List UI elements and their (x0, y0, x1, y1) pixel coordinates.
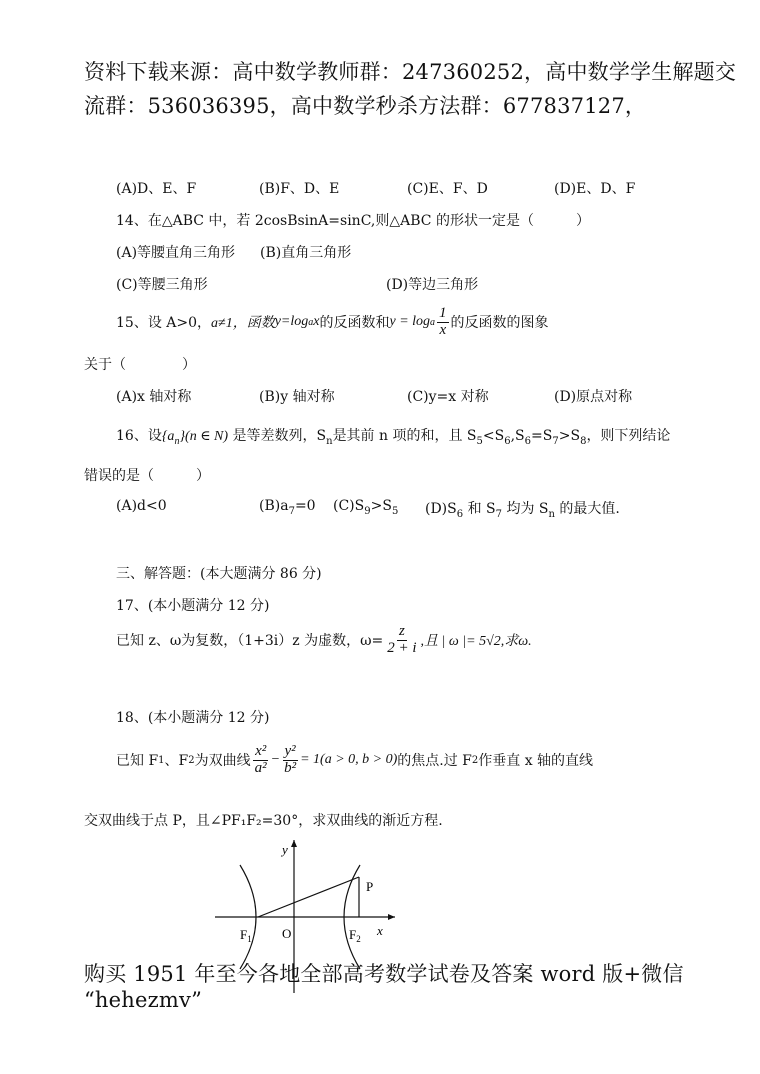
q18-body: 已知 F 1 、F 2 为双曲线 $\frac{\text{x²}}{\text{a²}}$ − $\frac{\text{y²}}{\text{b²}}$ = 1(a > 0, b > 0) 的焦点.过 F 2 作垂直 x 轴的直线 (116, 743, 594, 776)
q18-frac-y: $\frac{\text{y²}}{\text{b²}}$ (284, 743, 297, 776)
q17-body (116, 624, 532, 657)
q16-stem: 16、设$\{a_n\}(n$ ∈ N) 是等差数列，$S_n$是其前 n 项的和，且 $S_5<S_6,S_6=S_7>S_8$，则下列结论 (116, 428, 671, 447)
q16-seq: $\{a_n\}(n$ ∈ N) (161, 429, 229, 447)
q13-option-b: (B)F、D、E (259, 181, 340, 197)
header-line-2: 流群：536036395，高中数学秒杀方法群：677837127， (84, 94, 647, 118)
q14-stem: 14、在△ABC 中，若 2cosBsinA=sinC,则△ABC 的形状一定是（ ） (116, 213, 590, 229)
q15-func1-base: a (308, 316, 314, 328)
q15-suffix: 的反函数的图象 (450, 315, 549, 332)
q15-frac-num: 1 (439, 305, 447, 321)
q13-option-c: (C)E、F、D (407, 181, 488, 197)
q15-stem (116, 306, 549, 339)
q14-option-b: (B)直角三角形 (260, 245, 352, 261)
q15-mid: 的反函数和 (319, 315, 390, 332)
q13-option-d: (D)E、D、F (554, 181, 636, 197)
x-axis-arrow (388, 914, 395, 920)
q15-func1: y=log (274, 314, 309, 330)
point-p-label: P (366, 879, 374, 894)
q18-equation: = 1(a > 0, b > 0) (300, 752, 398, 768)
q16-option-d: $(D)S_6$ 和 $S_7$ 均为 $S_n$ 的最大值. (425, 501, 620, 520)
q17-fraction: $\frac{z}{2 + i}$ (387, 623, 417, 656)
q18-title: 18、(本小题满分 12 分) (116, 710, 270, 726)
y-axis-label: y (282, 842, 288, 857)
q17-title: 17、(本小题满分 12 分) (116, 598, 270, 614)
q16-option-b: $(B)a_7=0$ (259, 498, 316, 517)
q15-func2: y = log (389, 314, 431, 330)
q15-option-b: (B)y 轴对称 (259, 389, 335, 405)
q15-option-c: (C)y=x 对称 (407, 389, 489, 405)
q14-option-d: (D)等边三角形 (386, 277, 479, 293)
q14-option-c: (C)等腰三角形 (116, 277, 208, 293)
q15-frac-den: x (439, 321, 447, 338)
origin-label: O (282, 926, 292, 941)
q15-func2-base: a (430, 316, 436, 328)
footer-line-1: 购买 1951 年至今各地全部高考数学试卷及答案 word 版+微信 (84, 962, 684, 986)
q14-option-a: (A)等腰直角三角形 (116, 245, 236, 261)
q15-option-a: (A)x 轴对称 (116, 389, 192, 405)
q15-a-condition: a≠1，函数 (211, 316, 275, 332)
q16-option-a: (A)d<0 (116, 498, 167, 514)
q18-frac-x: $\frac{\text{x²}}{\text{a²}}$ (254, 743, 267, 776)
q15-line2: 关于（ ） (84, 357, 196, 373)
header-line-1: 资料下载来源：高中数学教师群：247360252，高中数学学生解题交 (84, 60, 737, 84)
q15-prefix: 15、设 A>0， (116, 315, 212, 332)
q15-option-d: (D)原点对称 (554, 389, 633, 405)
f2-label: $F_2$ (349, 927, 361, 944)
q13-option-a: (A)D、E、F (116, 181, 197, 197)
q18-line2: 交双曲线于点 P，且∠PF₁F₂=30°，求双曲线的渐近方程. (84, 813, 443, 829)
q17-pre: 已知 z、ω为复数，（1+3i）z 为虚数，ω= (116, 633, 384, 650)
q16-line2: 错误的是（ ） (84, 468, 210, 484)
q16-option-c: $(C)S_9>S_5$ (333, 498, 399, 517)
q17-post: ,且 | ω |= 5√2,求ω. (420, 634, 532, 650)
footer-line-2: “hehezmv” (84, 988, 203, 1012)
f1-label: $F_1$ (240, 927, 252, 944)
section-3-heading: 三、解答题：(本大题满分 86 分) (116, 566, 322, 582)
q15-func1-x: x (313, 314, 320, 330)
y-axis-arrow (291, 840, 297, 847)
q15-fraction (437, 306, 449, 339)
x-axis-label: x (377, 923, 383, 938)
